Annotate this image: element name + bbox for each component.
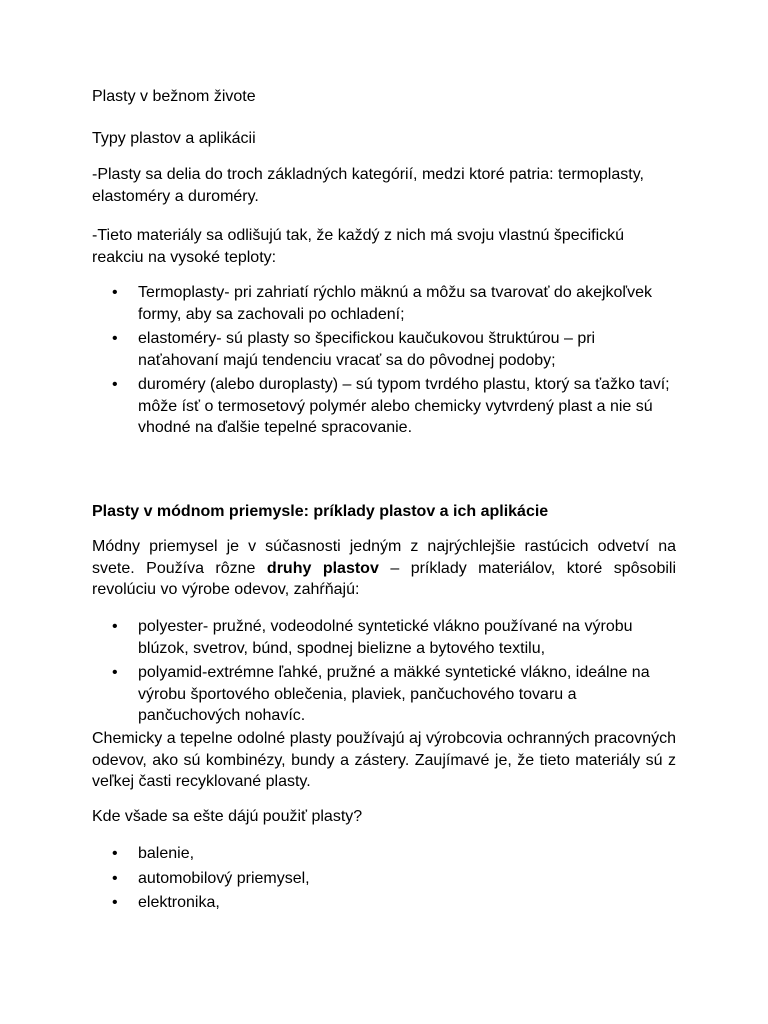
bullet-icon: • xyxy=(112,869,118,887)
list-item-text: automobilový priemysel, xyxy=(138,869,310,887)
list-item-packaging xyxy=(92,843,676,865)
bullet-icon: • xyxy=(112,376,118,393)
bullet-icon: • xyxy=(112,845,118,862)
bullet-icon: • xyxy=(112,618,118,635)
bullet-icon: • xyxy=(112,284,118,301)
list-item-thermoplasts xyxy=(92,282,676,325)
list-item-text: elastoméry- sú plasty so špecifickou kaučukovou štruktúrou – pri naťahovaní majú tendenciu vracať sa do pôvodnej podoby; xyxy=(138,330,596,369)
list-item-text: duroméry (alebo duroplasty) – sú typom tvrdého plastu, ktorý sa ťažko taví; môže ísť o termosetový polymér alebo chemicky vytvrdený plast a nie sú vhodné na ďalšie tepelné spracovanie. xyxy=(138,376,670,436)
other-uses-list xyxy=(92,843,676,914)
paragraph-materials-differ: -Tieto materiály sa odlišujú tak, že každý z nich má svoju vlastnú špecifickú reakciu na vysoké teploty: xyxy=(92,227,625,266)
plastic-types-list xyxy=(92,282,676,439)
bullet-icon: • xyxy=(112,894,118,911)
list-item-elastomers xyxy=(92,328,676,371)
paragraph-text: Módny priemysel je v súčasnosti jedným z najrýchlejšie rastúcich odvetví na svete. Používa rôzne xyxy=(92,538,676,577)
section-subtitle: Typy plastov a aplikácii xyxy=(92,130,256,147)
paragraph-question: Kde všade sa ešte dájú použiť plasty? xyxy=(92,808,363,825)
paragraph-protective-clothing: Chemicky a tepelne odolné plasty používajú aj výrobcovia ochranných pracovných odevov, ako sú kombinézy, bundy a zástery. Zaujímavé je, že tieto materiály sú z veľkej časti recyklované plasty. xyxy=(92,730,676,790)
fashion-plastics-list xyxy=(92,616,676,727)
bullet-icon: • xyxy=(112,330,118,347)
list-item-automotive xyxy=(92,868,676,890)
bold-phrase: druhy plastov xyxy=(266,559,379,577)
list-item-text: balenie, xyxy=(138,845,195,862)
list-item-text: elektronika, xyxy=(138,894,220,911)
list-item-text: polyamid-extrémne ľahké, pružné a mäkké syntetické vlákno, ideálne na výrobu športového oblečenia, plaviek, pančuchového tovaru a pančuchových nohavíc. xyxy=(138,664,650,724)
document-title: Plasty v bežnom živote xyxy=(92,88,256,105)
list-item-text: polyester- pružné, vodeodolné syntetické vlákno používané na výrobu blúzok, svetrov, búnd, spodnej bielizne a bytového textilu, xyxy=(138,618,633,657)
paragraph-text: – príklady materiálov, ktoré spôsobili revolúciu vo výrobe odevov, zahŕňajú: xyxy=(92,559,677,598)
section-heading-fashion: Plasty v módnom priemysle: príklady plastov a ich aplikácie xyxy=(92,503,549,520)
list-item-polyester xyxy=(92,616,676,659)
paragraph-categories: -Plasty sa delia do troch základných kategórií, medzi ktoré patria: termoplasty, elastoméry a duroméry. xyxy=(92,166,644,205)
list-item-text: Termoplasty- pri zahriatí rýchlo mäknú a môžu sa tvarovať do akejkoľvek formy, aby sa zachovali po ochladení; xyxy=(138,284,652,323)
bullet-icon: • xyxy=(112,664,118,681)
paragraph-fashion-industry xyxy=(92,536,676,601)
list-item-duromers xyxy=(92,374,676,439)
list-item-polyamide xyxy=(92,662,676,727)
list-item-electronics xyxy=(92,892,676,914)
